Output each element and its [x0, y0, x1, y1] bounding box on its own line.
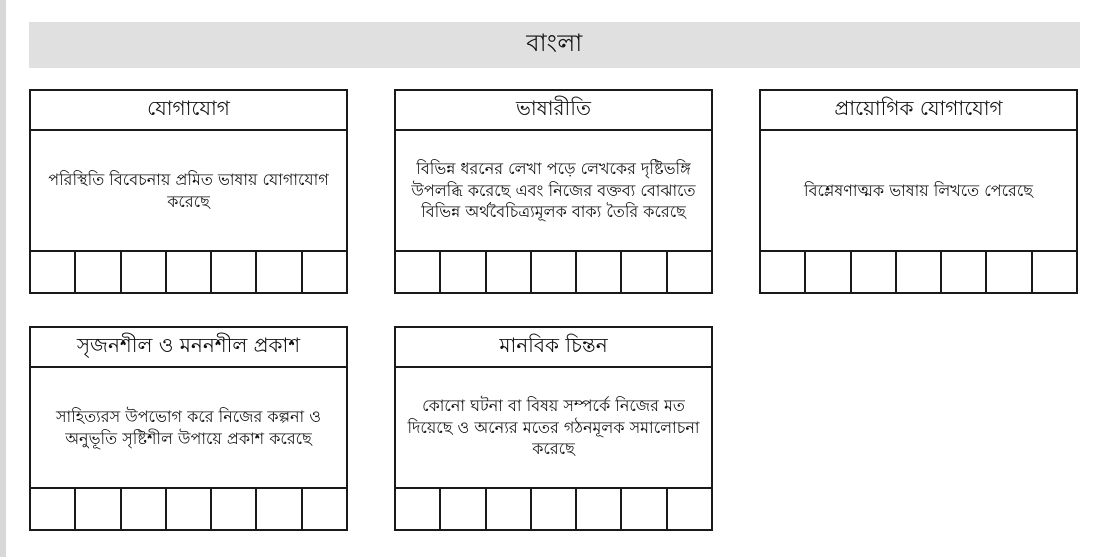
card-description: সাহিত্যরস উপভোগ করে নিজের কল্পনা ও অনুভূতি সৃষ্টিশীল উপায়ে প্রকাশ করেছে [55, 406, 322, 448]
rating-cell[interactable] [303, 489, 346, 529]
rating-cell[interactable] [167, 489, 212, 529]
card-title: যোগাযোগ [31, 91, 346, 131]
rating-grid [396, 487, 711, 529]
rating-cell[interactable] [396, 489, 441, 529]
rating-cell[interactable] [577, 489, 622, 529]
rating-grid [31, 250, 346, 292]
rating-cell[interactable] [487, 252, 532, 292]
rating-cell[interactable] [303, 252, 346, 292]
rating-cell[interactable] [1033, 252, 1076, 292]
competency-card-creative-expression [29, 326, 348, 531]
competency-card-communication [29, 89, 348, 294]
card-title: প্রায়োগিক যোগাযোগ [761, 91, 1076, 131]
card-description: বিভিন্ন ধরনের লেখা পড়ে লেখকের দৃষ্টিভঙ্গি উপলব্ধি করেছে এবং নিজের বক্তব্য বোঝাতে বিভিন্ন অর্থবৈচিত্র্যমূলক বাক্য তৈরি করেছে [411, 159, 696, 222]
card-description: পরিস্থিতি বিবেচনায় প্রমিত ভাষায় যোগাযোগ করেছে [48, 169, 329, 211]
rating-cell[interactable] [76, 252, 121, 292]
rating-cell[interactable] [212, 252, 257, 292]
competency-card-applied-communication [759, 89, 1078, 294]
rating-grid [761, 250, 1076, 292]
rating-cell[interactable] [441, 489, 486, 529]
rating-cell[interactable] [897, 252, 942, 292]
rating-cell[interactable] [122, 252, 167, 292]
rating-cell[interactable] [532, 252, 577, 292]
rating-cell[interactable] [668, 252, 711, 292]
rating-cell[interactable] [668, 489, 711, 529]
rating-cell[interactable] [257, 252, 302, 292]
rating-grid [396, 250, 711, 292]
rating-cell[interactable] [441, 252, 486, 292]
rating-cell[interactable] [532, 489, 577, 529]
rating-cell[interactable] [167, 252, 212, 292]
card-title: মানবিক চিন্তন [396, 328, 711, 368]
rating-grid [31, 487, 346, 529]
rating-cell[interactable] [622, 489, 667, 529]
rating-cell[interactable] [76, 489, 121, 529]
card-description: কোনো ঘটনা বা বিষয় সম্পর্কে নিজের মত দিয়েছে ও অন্যের মতের গঠনমূলক সমালোচনা করেছে [407, 396, 700, 459]
rating-cell[interactable] [487, 489, 532, 529]
competency-card-language-style [394, 89, 713, 294]
rating-cell[interactable] [852, 252, 897, 292]
rating-cell[interactable] [122, 489, 167, 529]
rating-cell[interactable] [761, 252, 806, 292]
subject-header [29, 22, 1080, 68]
rating-cell[interactable] [257, 489, 302, 529]
competency-card-humanistic-thinking [394, 326, 713, 531]
subject-title: বাংলা [526, 29, 583, 57]
rating-cell[interactable] [212, 489, 257, 529]
rating-cell[interactable] [31, 489, 76, 529]
card-title: ভাষারীতি [396, 91, 711, 131]
rating-cell[interactable] [622, 252, 667, 292]
left-margin-bar [0, 0, 6, 557]
rating-cell[interactable] [577, 252, 622, 292]
rating-cell[interactable] [31, 252, 76, 292]
rating-cell[interactable] [987, 252, 1032, 292]
rating-cell[interactable] [806, 252, 851, 292]
card-title: সৃজনশীল ও মননশীল প্রকাশ [31, 328, 346, 368]
rating-cell[interactable] [942, 252, 987, 292]
card-description: বিশ্লেষণাত্মক ভাষায় লিখতে পেরেছে [804, 180, 1033, 200]
rating-cell[interactable] [396, 252, 441, 292]
